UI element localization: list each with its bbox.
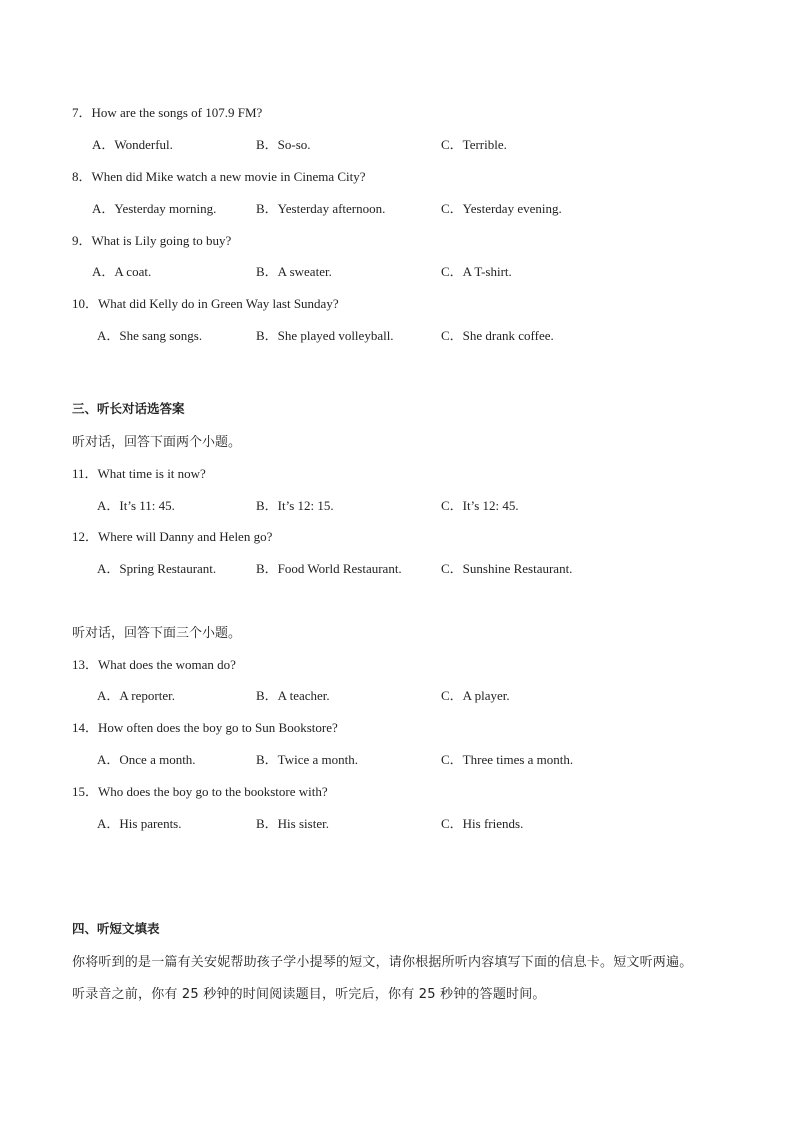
q10-option-b: B．She played volleyball. [256, 328, 394, 343]
q13-option-b: B．A teacher. [256, 688, 330, 703]
q13-option-c: C．A player. [441, 688, 510, 703]
q10-option-a: A．She sang songs. [97, 328, 203, 343]
q11-option-c: C．It’s 12: 45. [441, 498, 519, 513]
question-10: 10．What did Kelly do in Green Way last Sunday? [72, 296, 339, 311]
q12-option-b: B．Food World Restaurant. [256, 561, 402, 576]
section-3-intro-1: 听对话，回答下面两个小题。 [72, 435, 242, 450]
section-4-paragraph-line-1: 你将听到的是一篇有关安妮帮助孩子学小提琴的短文，请你根据所听内容填写下面的信息卡。短文听两遍。 [72, 955, 693, 970]
q8-option-a: A．Yesterday morning. [92, 201, 217, 216]
q11-option-a: A．It’s 11: 45. [97, 498, 175, 513]
q13-option-a: A．A reporter. [97, 688, 175, 703]
q11-option-b: B．It’s 12: 15. [256, 498, 334, 513]
q15-option-b: B．His sister. [256, 816, 329, 831]
q14-option-c: C．Three times a month. [441, 752, 574, 767]
question-13: 13．What does the woman do? [72, 657, 236, 672]
q15-option-a: A．His parents. [97, 816, 182, 831]
q10-option-c: C．She drank coffee. [441, 328, 554, 343]
question-9: 9．What is Lily going to buy? [72, 233, 232, 248]
q9-option-a: A．A coat. [92, 264, 152, 279]
q7-option-b: B．So-so. [256, 137, 311, 152]
question-15: 15．Who does the boy go to the bookstore with? [72, 784, 328, 799]
q8-option-c: C．Yesterday evening. [441, 201, 562, 216]
question-14: 14．How often does the boy go to Sun Bookstore? [72, 720, 338, 735]
q12-option-c: C．Sunshine Restaurant. [441, 561, 573, 576]
q7-option-a: A．Wonderful. [92, 137, 173, 152]
section-4-paragraph-line-2: 听录音之前，你有 25 秒钟的时间阅读题目，听完后，你有 25 秒钟的答题时间。 [72, 987, 546, 1002]
q14-option-b: B．Twice a month. [256, 752, 358, 767]
q7-option-c: C．Terrible. [441, 137, 507, 152]
section-3-title: 三、听长对话选答案 [72, 401, 185, 416]
q12-option-a: A．Spring Restaurant. [97, 561, 217, 576]
q8-option-b: B．Yesterday afternoon. [256, 201, 386, 216]
q9-option-c: C．A T-shirt. [441, 264, 512, 279]
question-8: 8．When did Mike watch a new movie in Cinema City? [72, 169, 366, 184]
question-11: 11．What time is it now? [72, 466, 206, 481]
question-7: 7．How are the songs of 107.9 FM? [72, 105, 263, 120]
question-12: 12．Where will Danny and Helen go? [72, 529, 273, 544]
section-3-intro-2: 听对话，回答下面三个小题。 [72, 626, 242, 641]
q9-option-b: B．A sweater. [256, 264, 332, 279]
section-4-title: 四、听短文填表 [72, 921, 160, 936]
q14-option-a: A．Once a month. [97, 752, 196, 767]
q15-option-c: C．His friends. [441, 816, 524, 831]
